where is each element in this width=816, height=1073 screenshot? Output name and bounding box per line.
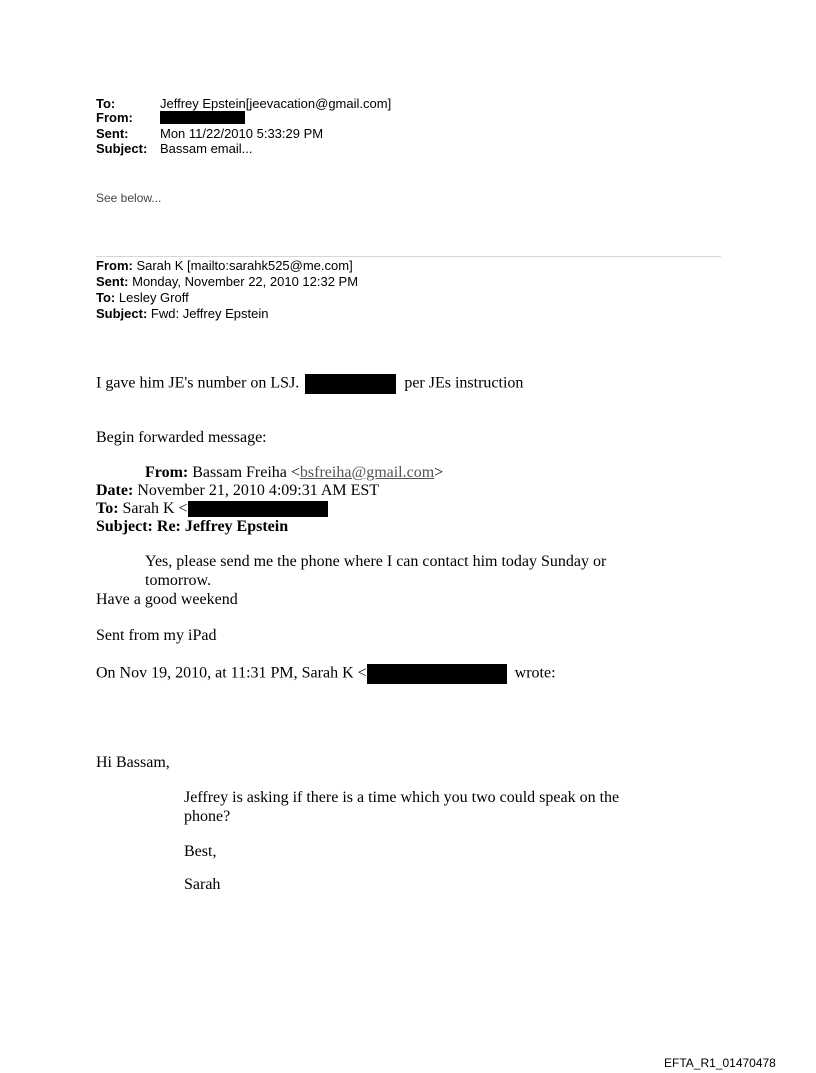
redaction-block xyxy=(188,501,328,517)
on-wrote-text: On Nov 19, 2010, at 11:31 PM, Sarah K < xyxy=(96,664,367,682)
forward2-subject-label: Subject: Re: Jeffrey Epstein xyxy=(96,518,289,535)
reply-line-2: tomorrow. xyxy=(145,572,212,589)
forward-sent-label: Sent: xyxy=(96,274,129,289)
forward-sent-line xyxy=(96,274,358,290)
on-wrote-end: wrote: xyxy=(514,664,556,682)
forward2-to-line xyxy=(96,500,328,518)
signature-text: Sarah xyxy=(184,876,221,893)
note-text-end: per JEs instruction xyxy=(404,374,524,392)
redaction-block xyxy=(367,664,507,684)
forward-from-value: Sarah K [mailto:sarahk525@me.com] xyxy=(132,258,353,273)
forward2-date-label: Date: xyxy=(96,482,134,499)
note-text: I gave him JE's number on LSJ. xyxy=(96,374,300,392)
divider xyxy=(96,256,721,257)
forward-to-label: To: xyxy=(96,290,116,305)
begin-forwarded-text: Begin forwarded message: xyxy=(96,429,267,446)
forward2-to-label: To: xyxy=(96,500,119,517)
forward-subject-line xyxy=(96,306,358,322)
to-value: Jeffrey Epstein[jeevacation@gmail.com] xyxy=(160,96,392,111)
closing-text: Best, xyxy=(184,843,217,860)
forward2-from-line xyxy=(145,464,443,482)
forward2-from-label: From: xyxy=(145,464,189,481)
message-line-1: Jeffrey is asking if there is a time which you two could speak on the xyxy=(184,789,620,806)
to-label: To: xyxy=(96,96,116,111)
sent-from-text: Sent from my iPad xyxy=(96,627,217,644)
sent-value: Mon 11/22/2010 5:33:29 PM xyxy=(160,126,324,141)
forward2-from-name: Bassam Freiha < xyxy=(188,464,300,481)
redaction-block xyxy=(160,111,245,124)
forward-from-line xyxy=(96,258,358,274)
message-line-2: phone? xyxy=(184,808,231,825)
sent-label: Sent: xyxy=(96,126,129,141)
subject-value: Bassam email... xyxy=(160,141,253,156)
email-link[interactable]: bsfreiha@gmail.com xyxy=(299,464,435,481)
reply-line-1: Yes, please send me the phone where I can contact him today Sunday or xyxy=(145,553,607,570)
forward2-from-close: > xyxy=(434,464,444,481)
forward-to-line xyxy=(96,290,358,306)
note-line xyxy=(96,374,523,394)
forward2-to-value: Sarah K < xyxy=(118,500,188,517)
forward-to-value: Lesley Groff xyxy=(115,290,189,305)
forward2-subject-line xyxy=(96,518,288,536)
document-id: EFTA_R1_01470478 xyxy=(664,1056,776,1070)
redaction-block xyxy=(305,374,396,394)
reply-line-3: Have a good weekend xyxy=(96,591,238,608)
subject-label: Subject: xyxy=(96,141,148,156)
forward-from-label: From: xyxy=(96,258,133,273)
from-label: From: xyxy=(96,110,133,125)
greeting-text: Hi Bassam, xyxy=(96,754,170,771)
forward-header xyxy=(96,258,358,322)
forward-subject-label: Subject: xyxy=(96,306,148,321)
forward-sent-value: Monday, November 22, 2010 12:32 PM xyxy=(128,274,359,289)
see-below-text: See below... xyxy=(96,191,162,205)
forward2-date-value: November 21, 2010 4:09:31 AM EST xyxy=(133,482,380,499)
forward-subject-value: Fwd: Jeffrey Epstein xyxy=(147,306,269,321)
forward2-date-line xyxy=(96,482,379,500)
on-wrote-line xyxy=(96,664,556,684)
